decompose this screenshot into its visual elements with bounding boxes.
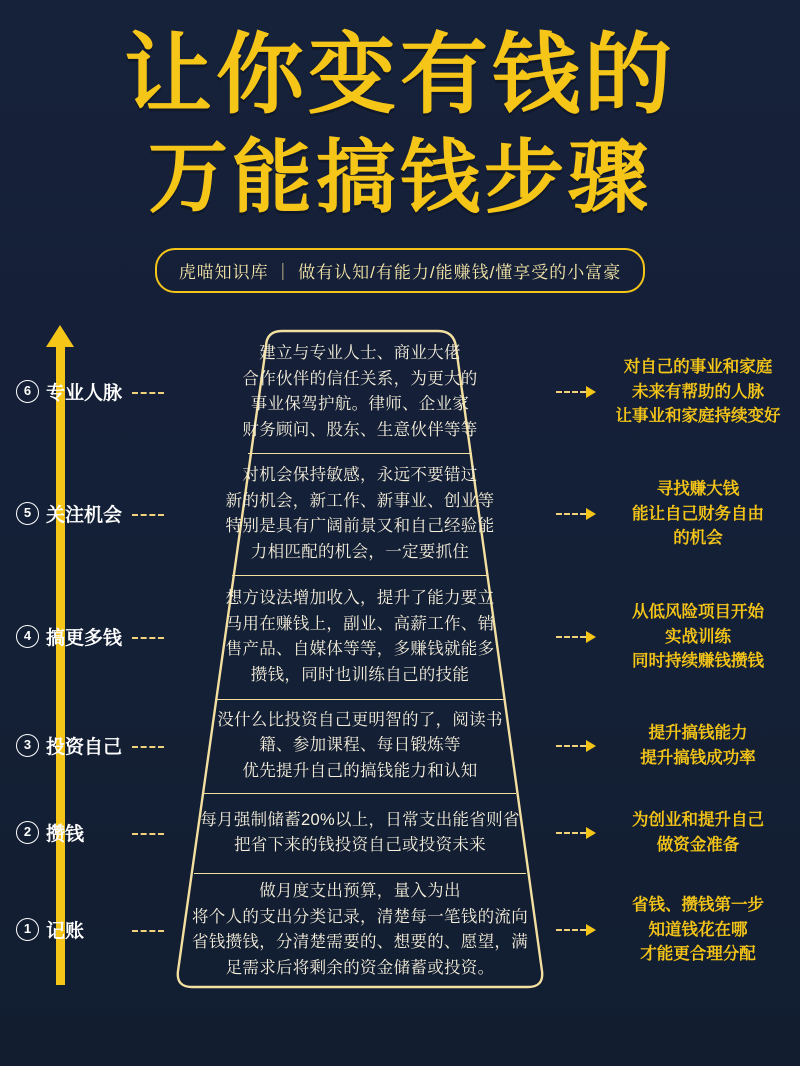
step-label-3 <box>0 623 150 650</box>
connector-dash-left <box>132 930 164 932</box>
step-label-text: 专业人脉 <box>46 383 123 405</box>
steps-rows <box>0 323 800 995</box>
connector-dash-left <box>132 392 164 394</box>
step-label-text: 关注机会 <box>46 505 123 527</box>
connector-dash-left <box>132 514 164 516</box>
step-body-text: 想方设法增加收入，提升了能力要立 马用在赚钱上，副业、高薪工作、销 售产品、自媒体等等，多赚钱就能多 攒钱，同时也训练自己的技能 <box>225 588 495 684</box>
step-label-text: 搞更多钱 <box>46 628 123 650</box>
step-label-text: 攒钱 <box>46 824 85 846</box>
page-title-line1: 让你变有钱的 <box>123 25 676 124</box>
step-number-badge: 1 <box>16 918 39 941</box>
step-note-text: 省钱、攒钱第一步 知道钱花在哪 才能更合理分配 <box>632 895 764 964</box>
arrow-right-icon <box>556 740 596 752</box>
arrow-right-icon <box>556 508 596 520</box>
step-label-6 <box>0 916 150 943</box>
connector-dash-left <box>132 833 164 835</box>
arrow-right-icon <box>556 924 596 936</box>
step-body-text: 建立与专业人士、商业大佬 合作伙伴的信任关系，为更大的 事业保驾护航。律师、企业家 财务顾问、股东、生意伙伴等等 <box>242 343 478 439</box>
connector-dash-left <box>132 637 164 639</box>
connector-dash-left <box>132 746 164 748</box>
poster-header <box>0 0 800 293</box>
step-number-badge: 2 <box>16 821 39 844</box>
step-body-text: 没什么比投资自己更明智的了，阅读书 籍、参加课程、每日锻炼等 优先提升自己的搞钱能力和认知 <box>217 710 503 780</box>
step-body-text: 对机会保持敏感，永远不要错过 新的机会，新工作、新事业、创业等 特别是具有广阔前景又和自己经验能 力相匹配的机会，一定要抓住 <box>225 465 495 561</box>
step-row <box>0 699 800 793</box>
step-row <box>0 873 800 987</box>
step-row <box>0 453 800 575</box>
step-label-text: 投资自己 <box>46 737 123 759</box>
arrow-right-icon <box>556 386 596 398</box>
step-number-badge: 3 <box>16 734 39 757</box>
step-row <box>0 575 800 699</box>
steps-diagram <box>0 315 800 1005</box>
step-body-text: 做月度支出预算，量入为出 将个人的支出分类记录，清楚每一笔钱的流向 省钱攒钱，分清楚需要的、想要的、愿望，满 足需求后将剩余的资金储蓄或投资。 <box>192 881 528 977</box>
step-label-2 <box>0 500 150 527</box>
arrow-right-icon <box>556 631 596 643</box>
step-label-4 <box>0 732 150 759</box>
subtitle-container <box>0 248 800 293</box>
step-note-text: 寻找赚大钱 能让自己财务自由 的机会 <box>632 479 764 548</box>
arrow-right-icon <box>556 827 596 839</box>
step-note-text: 提升搞钱能力 提升搞钱成功率 <box>640 724 756 768</box>
step-body-text: 每月强制储蓄20%以上，日常支出能省则省 把省下来的钱投资自己或投资未来 <box>200 810 520 855</box>
step-note-text: 对自己的事业和家庭 未来有帮助的人脉 让事业和家庭持续变好 <box>615 357 781 426</box>
subtitle-badge: 虎喵知识库 ｜ 做有认知/有能力/能赚钱/懂享受的小富豪 <box>155 248 646 293</box>
step-label-text: 记账 <box>46 921 85 943</box>
step-label-1 <box>0 378 150 405</box>
step-note-text: 为创业和提升自己 做资金准备 <box>632 811 764 855</box>
step-number-badge: 5 <box>16 502 39 525</box>
step-row <box>0 331 800 453</box>
step-row <box>0 793 800 873</box>
step-note-text: 从低风险项目开始 实战训练 同时持续赚钱攒钱 <box>632 602 764 671</box>
page-title-line2: 万能搞钱步骤 <box>148 132 652 222</box>
step-number-badge: 6 <box>16 380 39 403</box>
step-number-badge: 4 <box>16 625 39 648</box>
step-label-5 <box>0 819 150 846</box>
